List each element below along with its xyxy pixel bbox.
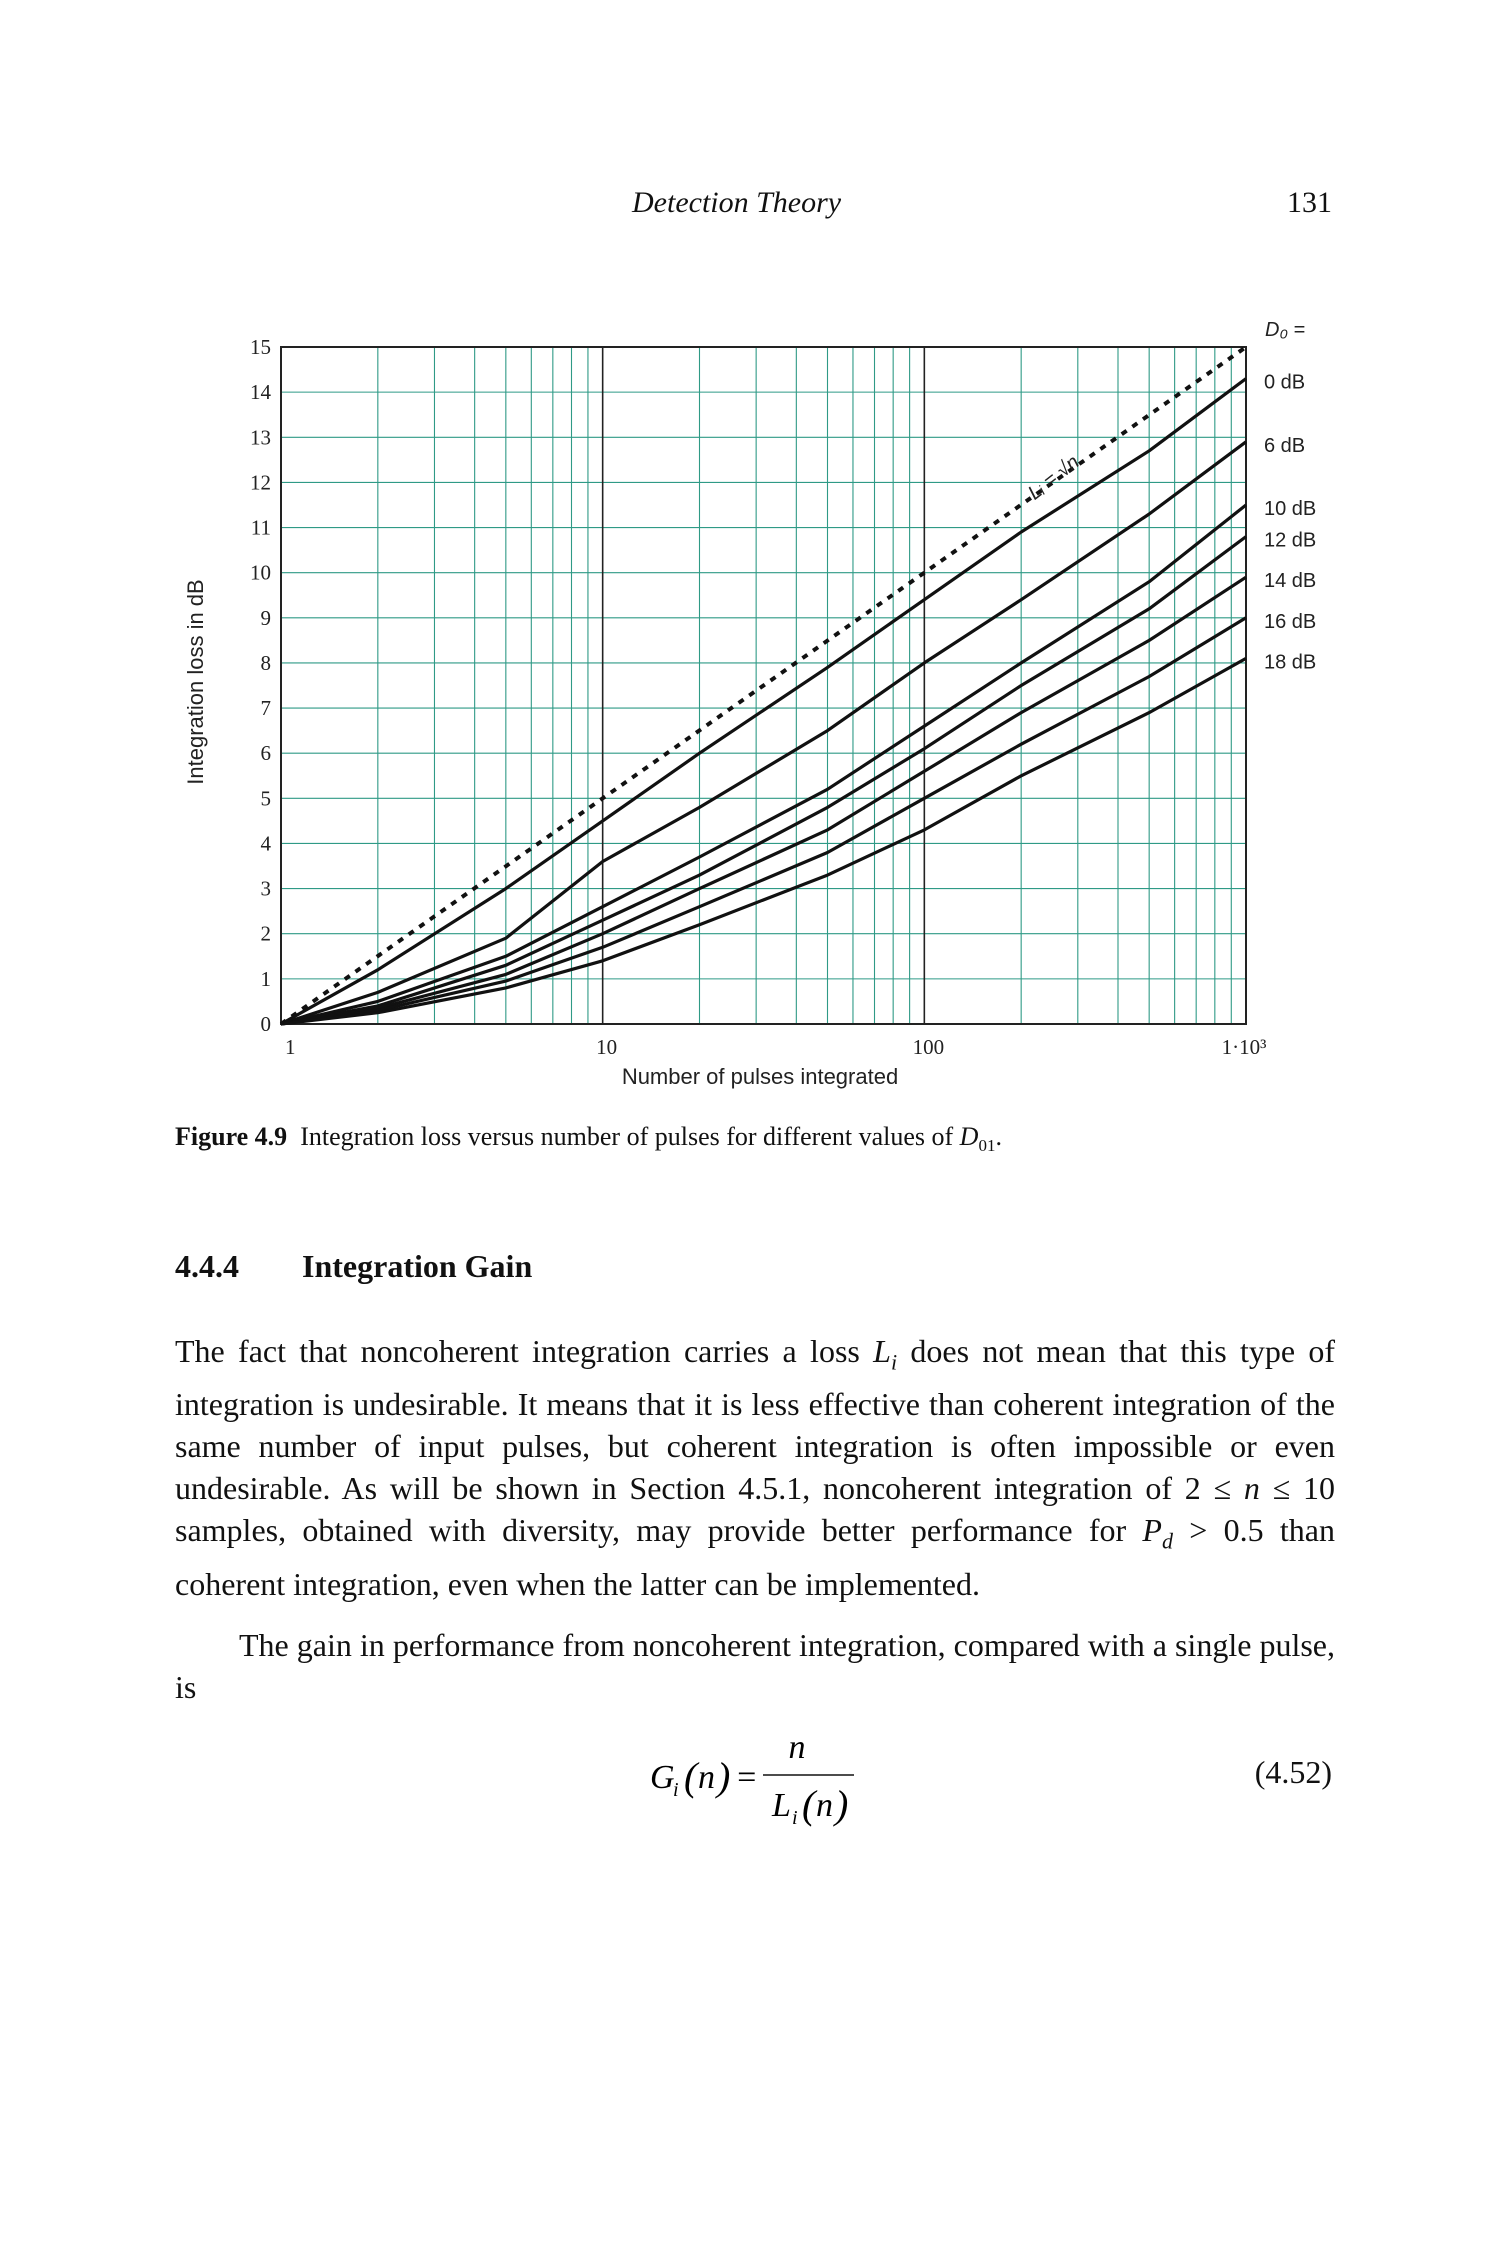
curve-label: 10 dB: [1264, 497, 1317, 520]
legend-title: D₀ =: [1265, 319, 1306, 341]
p1-var-l: L: [873, 1333, 891, 1369]
y-tick-label: 14: [250, 380, 271, 405]
eq-lhs-sub: i: [673, 1779, 679, 1801]
section-title: Integration Gain: [302, 1248, 533, 1284]
eq-den-arg: n: [816, 1787, 833, 1824]
curve-label: 14 dB: [1264, 570, 1317, 593]
page-number: 131: [1287, 186, 1332, 219]
p1-sub-d: d: [1161, 1528, 1173, 1554]
integration-loss-chart: [170, 312, 1340, 1102]
caption-variable: D: [959, 1122, 979, 1151]
p1-text-1: The fact that noncoherent integration carries a loss: [175, 1333, 874, 1369]
y-tick-label: 6: [260, 741, 271, 766]
curve-label: 18 dB: [1264, 651, 1317, 674]
eq-lhs-arg: n: [698, 1759, 715, 1796]
p1-var-p: P: [1142, 1512, 1162, 1549]
sqrt-annotation: Lᵢ = √n: [1024, 451, 1084, 505]
x-tick-label: 1·10³: [1221, 1035, 1267, 1059]
curve-label: 16 dB: [1264, 610, 1317, 633]
eq-den-close-paren: ): [835, 1782, 849, 1827]
series-line-10-db: [281, 505, 1246, 1024]
x-tick-label: 10: [596, 1035, 618, 1059]
x-tick-label: 100: [912, 1035, 945, 1059]
equation-number: (4.52): [1254, 1754, 1332, 1790]
p1-text-2: does not mean that this type of integration is undesirable. It means that it is less effective than coherent integration of the same number of input pulses, but coherent integration is often impossible or even undesirable. As will be shown in Section 4.5.1, noncoherent integration of 2 ≤: [175, 1333, 1336, 1507]
curve-label: 12 dB: [1264, 529, 1317, 552]
y-tick-label: 11: [250, 515, 271, 540]
series-line-sqrt-n: [281, 347, 1246, 1024]
equation-4-52: [640, 1728, 870, 1828]
chart-tick-labels: [250, 335, 1266, 1059]
eq-den-open-paren: (: [802, 1782, 816, 1827]
figure-caption: [175, 1121, 1335, 1162]
eq-lhs-var: G: [650, 1759, 675, 1796]
p1-text-4: > 0.5 than coherent integration, even when the latter can be implemented.: [175, 1512, 1335, 1602]
y-tick-label: 1: [260, 966, 271, 991]
series-line-6-db: [281, 442, 1246, 1024]
y-tick-label: 4: [260, 831, 271, 856]
y-tick-label: 2: [260, 921, 271, 946]
running-title: Detection Theory: [632, 186, 842, 219]
p1-var-n: n: [1243, 1470, 1260, 1507]
series-line-16-db: [281, 618, 1246, 1024]
caption-text: Integration loss versus number of pulses for different values of: [300, 1122, 960, 1151]
x-axis-label: Number of pulses integrated: [621, 1064, 899, 1089]
y-tick-label: 0: [260, 1012, 271, 1036]
y-tick-label: 5: [260, 786, 271, 811]
curve-label: 6 dB: [1264, 434, 1306, 457]
section-number: 4.4.4: [175, 1248, 239, 1284]
y-tick-label: 13: [250, 425, 271, 450]
y-tick-label: 15: [250, 335, 271, 359]
y-tick-label: 9: [260, 605, 271, 630]
y-tick-label: 10: [250, 560, 271, 585]
paragraph-1: [175, 1330, 1335, 1605]
y-tick-label: 3: [260, 876, 271, 901]
p1-text-3: ≤ 10 samples, obtained with diversity, may provide better performance for: [175, 1470, 1335, 1549]
series-line-14-db: [281, 577, 1246, 1024]
caption-subscript: 01: [978, 1136, 996, 1156]
x-tick-label: 1: [285, 1035, 296, 1059]
y-tick-label: 12: [250, 470, 271, 495]
eq-equals: =: [735, 1759, 758, 1796]
running-head: [0, 186, 1500, 226]
curve-label: 0 dB: [1264, 371, 1306, 394]
eq-lhs-open-paren: (: [684, 1754, 698, 1799]
chart-curve-labels: [1264, 372, 1316, 674]
eq-den-var: L: [772, 1787, 791, 1824]
eq-den-sub: i: [792, 1807, 798, 1828]
eq-lhs-close-paren: ): [717, 1754, 731, 1799]
series-line-12-db: [281, 537, 1246, 1024]
y-tick-label: 7: [260, 696, 271, 721]
paragraph-2: The gain in performance from noncoherent integration, compared with a single pulse, is: [175, 1627, 1335, 1705]
y-axis-label: Integration loss in dB: [183, 579, 208, 785]
chart-series: [281, 347, 1246, 1024]
figure-label: Figure 4.9: [175, 1122, 288, 1151]
y-tick-label: 8: [260, 650, 271, 675]
section-heading: [175, 1248, 532, 1285]
p1-sub-i: i: [890, 1349, 898, 1375]
caption-end: .: [995, 1122, 1002, 1151]
eq-numerator: n: [788, 1729, 806, 1766]
